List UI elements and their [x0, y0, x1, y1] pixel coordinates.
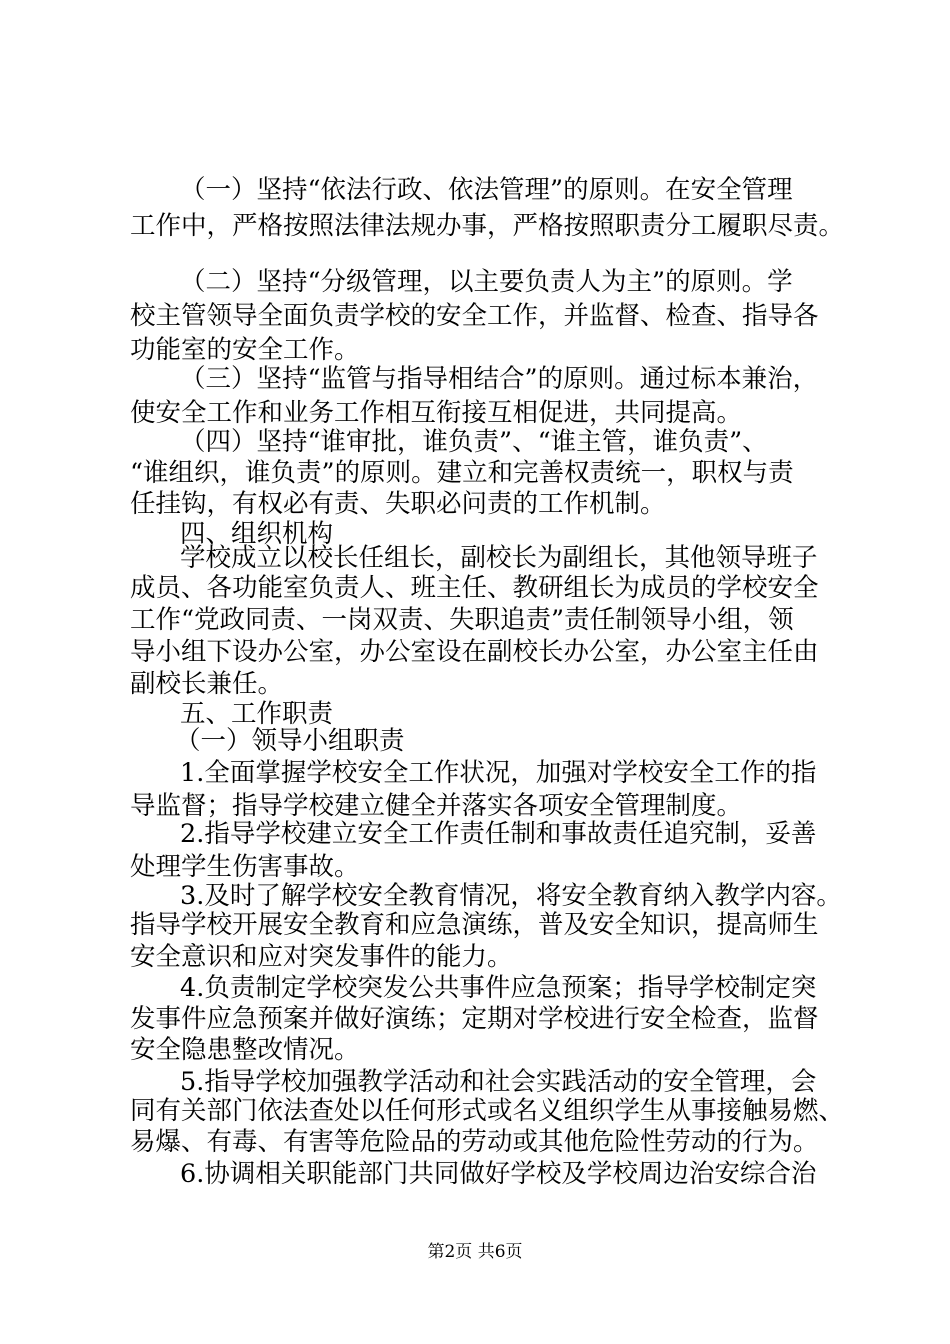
body-line-21: 2.指导学校建立安全工作责任制和事故责任追究制，妥善	[180, 819, 817, 849]
body-line-22: 处理学生伤害事故。	[130, 852, 360, 882]
body-line-5: 功能室的安全工作。	[130, 335, 360, 365]
body-line-1: （一）坚持“依法行政、依法管理”的原则。在安全管理	[180, 175, 793, 205]
body-line-8: （四）坚持“谁审批，谁负责”、“谁主管，谁负责”、	[180, 427, 768, 457]
body-line-31: 易爆、有毒、有害等危险品的劳动或其他危险性劳动的行为。	[130, 1127, 819, 1157]
body-line-6: （三）坚持“监管与指导相结合”的原则。通过标本兼治，	[180, 364, 819, 394]
body-line-4: 校主管领导全面负责学校的安全工作，并监督、检查、指导各	[130, 301, 819, 331]
body-line-27: 发事件应急预案并做好演练；定期对学校进行安全检查，监督	[130, 1004, 819, 1034]
section-heading-duties: 五、工作职责	[180, 699, 334, 729]
body-line-13: 成员、各功能室负责人、班主任、教研组长为成员的学校安全	[130, 573, 819, 603]
body-line-14: 工作“党政同责、一岗双责、失职追责”责任制领导小组，领	[130, 605, 794, 635]
body-line-15: 导小组下设办公室，办公室设在副校长办公室，办公室主任由	[130, 637, 819, 667]
body-line-16: 副校长兼任。	[130, 669, 284, 699]
subsection-heading-leadership: （一）领导小组职责	[175, 726, 405, 756]
body-line-2: 工作中，严格按照法律法规办事，严格按照职责分工履职尽责。	[130, 211, 845, 241]
body-line-28: 安全隐患整改情况。	[130, 1035, 360, 1065]
body-line-12: 学校成立以校长任组长，副校长为副组长，其他领导班子	[180, 543, 818, 573]
body-line-23: 3.及时了解学校安全教育情况，将安全教育纳入教学内容。	[180, 881, 842, 911]
body-line-29: 5.指导学校加强教学活动和社会实践活动的安全管理，会	[180, 1067, 817, 1097]
body-line-3: （二）坚持“分级管理，以主要负责人为主”的原则。学	[180, 267, 793, 297]
body-line-32: 6.协调相关职能部门共同做好学校及学校周边治安综合治	[180, 1159, 817, 1189]
body-line-30: 同有关部门依法查处以任何形式或名义组织学生从事接触易燃、	[130, 1096, 845, 1126]
page-number-footer: 第2页 共6页	[427, 1242, 523, 1262]
body-line-25: 安全意识和应对突发事件的能力。	[130, 942, 513, 972]
body-line-10: 任挂钩，有权必有责、失职必问责的工作机制。	[130, 489, 666, 519]
body-line-7: 使安全工作和业务工作相互衔接互相促进，共同提高。	[130, 398, 743, 428]
section-heading-organization: 四、组织机构	[180, 519, 334, 549]
body-line-24: 指导学校开展安全教育和应急演练，普及安全知识，提高师生	[130, 910, 819, 940]
body-line-26: 4.负责制定学校突发公共事件应急预案；指导学校制定突	[180, 973, 817, 1003]
body-line-19: 1.全面掌握学校安全工作状况，加强对学校安全工作的指	[180, 758, 817, 788]
body-line-9: “谁组织，谁负责”的原则。建立和完善权责统一，职权与责	[130, 458, 794, 488]
body-line-20: 导监督；指导学校建立健全并落实各项安全管理制度。	[130, 791, 743, 821]
